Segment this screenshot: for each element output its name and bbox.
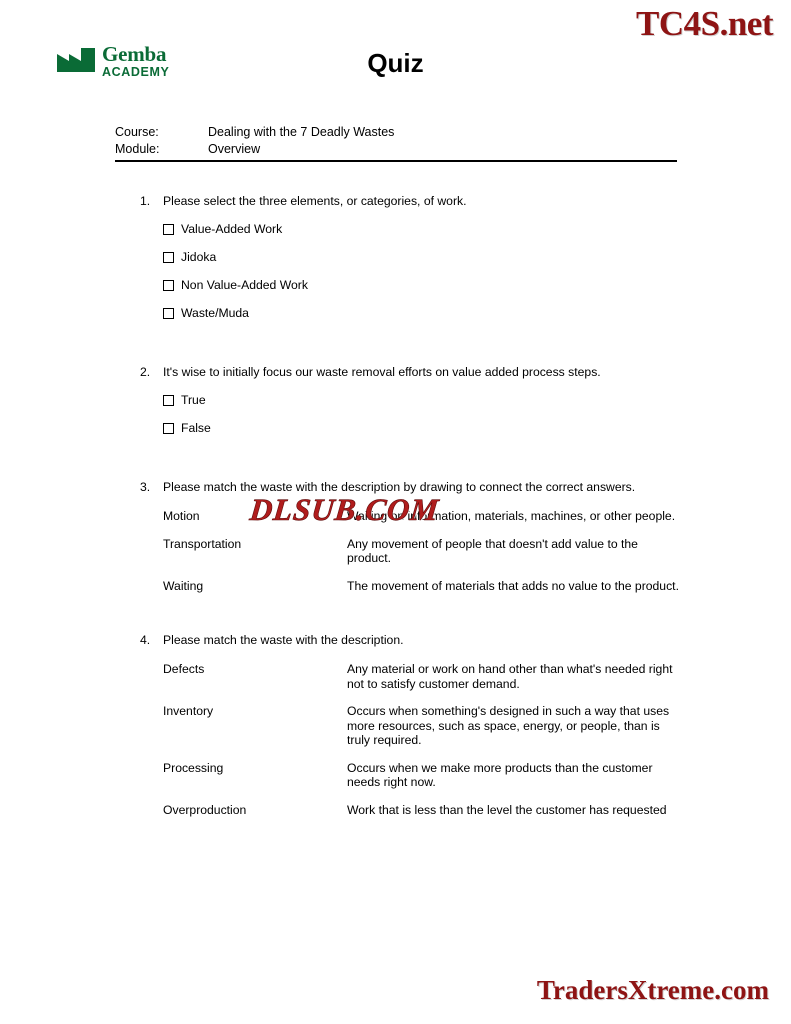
course-label: Course: [115,125,159,139]
question-1-options [163,222,685,320]
match-left-term[interactable]: Transportation [163,536,242,551]
match-row[interactable] [163,662,685,691]
meta-row-module [115,141,677,158]
option-label: Value-Added Work [181,222,283,236]
logo-brand: Gemba [102,42,167,66]
match-left-term[interactable]: Inventory [163,704,214,718]
option-row[interactable] [163,278,685,292]
option-row[interactable] [163,421,685,435]
checkbox-icon[interactable] [163,423,174,434]
question-4 [140,632,685,817]
option-row[interactable] [163,222,685,236]
question-1 [140,193,685,320]
checkbox-icon[interactable] [163,224,174,235]
checkbox-icon[interactable] [163,395,174,406]
option-row[interactable] [163,393,685,407]
question-4-number: 4. [140,633,151,647]
spacer [140,606,685,632]
match-right-description[interactable]: Occurs when we make more products than the customer needs right now. [347,760,653,789]
question-1-text: Please select the three elements, or categories, of work. [163,194,467,208]
match-left-term[interactable]: Waiting [163,578,204,593]
option-label: True [181,393,206,407]
match-left-term[interactable]: Motion [163,509,200,523]
course-value: Dealing with the 7 Deadly Wastes [208,125,395,139]
question-2 [140,364,685,435]
option-row[interactable] [163,250,685,264]
match-row[interactable] [163,537,685,566]
checkbox-icon[interactable] [163,280,174,291]
question-4-text: Please match the waste with the description. [163,633,404,647]
spacer [140,334,685,364]
match-right-description[interactable]: Work that is less than the level the customer has requested [347,802,667,817]
header-divider [115,160,677,162]
option-label: Non Value-Added Work [181,278,308,292]
page-title: Quiz [367,48,424,78]
option-label: Waste/Muda [181,306,249,320]
question-1-number: 1. [140,194,151,208]
match-right-description[interactable]: The movement of materials that adds no value to the product. [347,578,679,593]
question-3-text: Please match the waste with the description by drawing to connect the correct answers. [163,480,636,494]
checkbox-icon[interactable] [163,252,174,263]
option-row[interactable] [163,306,685,320]
match-right-description[interactable]: Occurs when something's designed in such a way that uses more resources, such as space, energy, or people, than is truly required. [347,704,670,747]
course-meta [115,124,677,158]
match-left-term[interactable]: Overproduction [163,802,247,817]
module-value: Overview [208,142,261,156]
question-2-text: It's wise to initially focus our waste removal efforts on value added process steps. [163,365,601,379]
spacer [140,449,685,479]
question-2-number: 2. [140,365,151,379]
meta-row-course [115,124,677,141]
checkbox-icon[interactable] [163,308,174,319]
option-label: False [181,421,211,435]
question-4-pairs [163,662,685,817]
match-left-term[interactable]: Defects [163,662,205,676]
question-2-options [163,393,685,435]
match-left-term[interactable]: Processing [163,760,224,775]
match-row[interactable] [163,579,685,594]
match-row[interactable] [163,803,685,818]
option-label: Jidoka [181,250,217,264]
match-right-description[interactable]: Any material or work on hand other than what's needed right not to satisfy customer demand. [347,662,673,691]
logo-sub: ACADEMY [102,65,170,79]
module-label: Module: [115,142,160,156]
match-row[interactable] [163,761,685,790]
watermark-bottom-right: TradersXtreme.com [536,975,769,1005]
match-row[interactable] [163,704,685,748]
question-3-number: 3. [140,480,151,494]
match-right-description[interactable]: Any movement of people that doesn't add value to the product. [347,536,638,565]
watermark-top-right: TC4S.net [636,4,773,43]
watermark-center: DLSUB.COM [248,492,441,527]
match-right-description[interactable]: Waiting on information, materials, machines, or other people. [347,509,676,523]
